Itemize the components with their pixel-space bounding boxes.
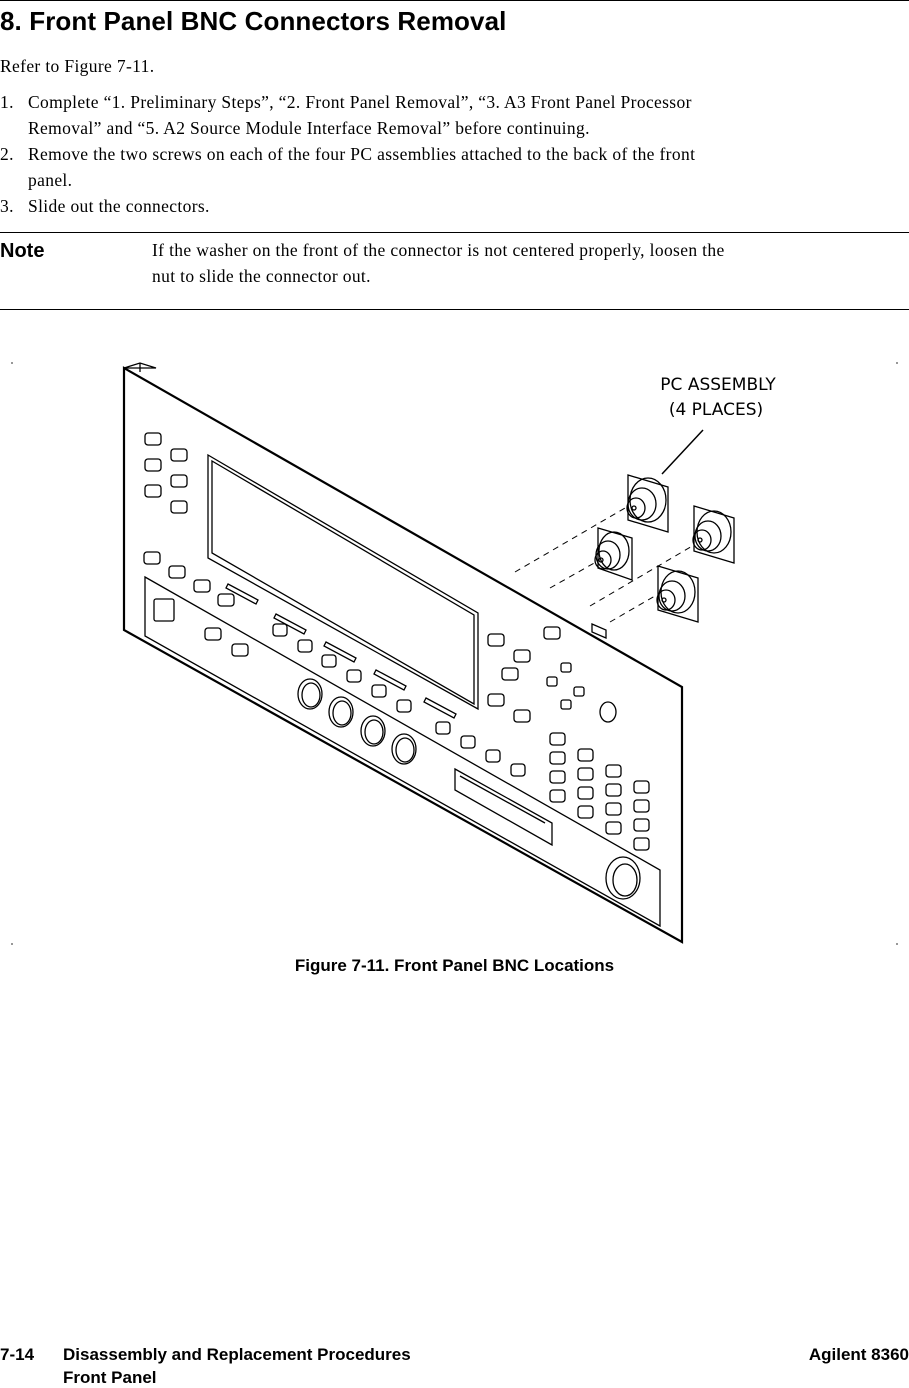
right-keys: [488, 627, 584, 722]
footer-page-number: 7-14: [0, 1345, 35, 1364]
step-text-line: panel.: [28, 170, 73, 190]
callout-pointer: [662, 430, 703, 474]
registration-marks: [11, 362, 898, 945]
front-panel-illustration: [0, 340, 909, 950]
step-number: 1.: [0, 92, 14, 112]
footer-chapter-title: Disassembly and Replacement Procedures: [63, 1345, 411, 1364]
lower-keys: [273, 624, 525, 776]
bnc-pc-assembly-3: [693, 506, 734, 563]
softkey-slots: [226, 584, 456, 718]
front-panel-body: [124, 363, 682, 942]
step-text-line: Remove the two screws on each of the four PC assemblies attached to the back of the front: [28, 144, 696, 164]
step-1: [0, 89, 695, 141]
rotary-knob: [606, 857, 640, 899]
note-text-line: If the washer on the front of the connector is not centered properly, loosen the: [152, 240, 725, 260]
footer-product-name: Agilent 8360: [808, 1345, 909, 1364]
note-bottom-rule: [0, 309, 909, 310]
callout-label-line1: PC ASSEMBLY: [660, 375, 776, 395]
step-text-line: Removal” and “5. A2 Source Module Interface Removal” before continuing.: [28, 118, 590, 138]
top-rule: [0, 0, 909, 1]
step-number: 2.: [0, 144, 14, 164]
note-text-line: nut to slide the connector out.: [152, 266, 371, 286]
bnc-pc-assembly-1: [627, 475, 668, 532]
bnc-pc-assembly-4: [657, 566, 698, 622]
left-keys: [144, 433, 248, 656]
step-text-line: Slide out the connectors.: [28, 196, 210, 216]
section-heading: 8. Front Panel BNC Connectors Removal: [0, 6, 507, 36]
footer-section-title: Front Panel: [63, 1368, 157, 1387]
step-3: [0, 193, 695, 219]
procedure-steps: [0, 89, 695, 219]
intro-text: Refer to Figure 7-11.: [0, 56, 155, 76]
note-top-rule: [0, 232, 909, 233]
callout-label-line2: (4 PLACES): [668, 400, 764, 420]
step-number: 3.: [0, 196, 14, 216]
note-text: [152, 237, 725, 289]
bnc-pc-assembly-2: [595, 528, 632, 580]
note-label: Note: [0, 240, 45, 262]
step-text-line: Complete “1. Preliminary Steps”, “2. Front Panel Removal”, “3. A3 Front Panel Processor: [28, 92, 692, 112]
step-2: [0, 141, 695, 193]
numeric-keypad: [550, 733, 649, 850]
figure-caption: Figure 7-11. Front Panel BNC Locations: [294, 956, 615, 975]
